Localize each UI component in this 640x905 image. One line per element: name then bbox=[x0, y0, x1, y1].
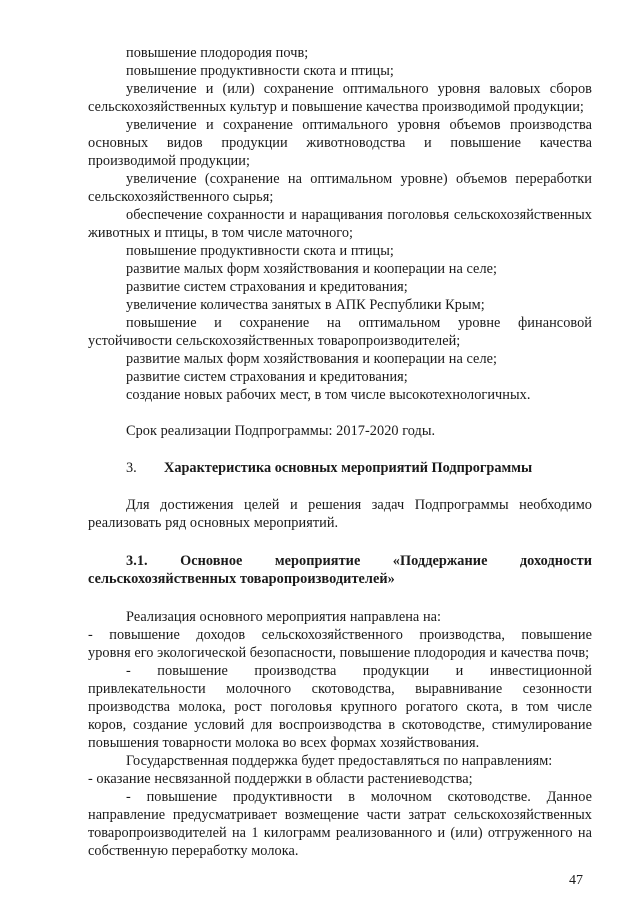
paragraph-line: - повышение доходов сельскохозяйственного производства, повышение bbox=[88, 627, 592, 643]
paragraph-line: повышения товарности молока во всех формах хозяйствования. bbox=[88, 735, 480, 751]
list-item: увеличение и сохранение оптимального уровня объемов производства bbox=[126, 117, 592, 133]
list-item: развитие систем страхования и кредитования; bbox=[126, 369, 408, 385]
list-item: повышение продуктивности скота и птицы; bbox=[126, 63, 394, 79]
list-item-continuation: сельскохозяйственных культур и повышение качества производимой продукции; bbox=[88, 99, 584, 115]
list-item: повышение плодородия почв; bbox=[126, 45, 309, 61]
list-item-continuation: производимой продукции; bbox=[88, 153, 250, 169]
paragraph-line: реализовать ряд основных мероприятий. bbox=[88, 515, 339, 531]
paragraph-line: привлекательности молочного скотоводства, выравнивание сезонности bbox=[88, 681, 592, 697]
list-item: создание новых рабочих мест, в том числе высокотехнологичных. bbox=[126, 387, 531, 403]
paragraph-line: - повышение продуктивности в молочном скотоводстве. Данное bbox=[126, 789, 592, 805]
page-number: 47 bbox=[569, 873, 583, 888]
list-item: обеспечение сохранности и наращивания поголовья сельскохозяйственных bbox=[126, 207, 592, 223]
paragraph-line: - повышение производства продукции и инвестиционной bbox=[126, 663, 592, 679]
list-item: развитие систем страхования и кредитования; bbox=[126, 279, 408, 295]
paragraph-line: товаропроизводителей на 1 килограмм реализованного и (или) отгруженного на bbox=[88, 825, 592, 841]
list-item-continuation: сельскохозяйственного сырья; bbox=[88, 189, 274, 205]
list-item: повышение и сохранение на оптимальном уровне финансовой bbox=[126, 315, 592, 331]
paragraph-line: Реализация основного мероприятия направлена на: bbox=[126, 609, 442, 625]
paragraph-line: уровня его экологической безопасности, повышение плодородия и качества почв; bbox=[88, 645, 590, 661]
list-item: увеличение (сохранение на оптимальном уровне) объемов переработки bbox=[126, 171, 592, 187]
list-item: развитие малых форм хозяйствования и кооперации на селе; bbox=[126, 261, 498, 277]
list-item-continuation: основных видов продукции животноводства и повышение качества bbox=[88, 135, 592, 151]
program-term: Срок реализации Подпрограммы: 2017-2020 годы. bbox=[126, 423, 436, 439]
list-item-continuation: устойчивости сельскохозяйственных товаропроизводителей; bbox=[88, 333, 461, 349]
paragraph-line: - оказание несвязанной поддержки в области растениеводства; bbox=[88, 771, 473, 787]
section-title: Характеристика основных мероприятий Подпрограммы bbox=[164, 460, 533, 476]
paragraph-line: Для достижения целей и решения задач Подпрограммы необходимо bbox=[126, 497, 592, 513]
paragraph-line: собственную переработку молока. bbox=[88, 843, 299, 859]
list-item-continuation: животных и птицы, в том числе маточного; bbox=[88, 225, 354, 241]
paragraph-line: коров, создание условий для воспроизводства в скотоводстве, стимулирование bbox=[88, 717, 592, 733]
list-item: повышение продуктивности скота и птицы; bbox=[126, 243, 394, 259]
paragraph-line: направление предусматривает возмещение части затрат сельскохозяйственных bbox=[88, 807, 592, 823]
paragraph-line: производства молока, рост поголовья крупного рогатого скота, в том числе bbox=[88, 699, 592, 715]
list-item: развитие малых форм хозяйствования и кооперации на селе; bbox=[126, 351, 498, 367]
list-item: увеличение количества занятых в АПК Республики Крым; bbox=[126, 297, 485, 313]
subsection-title-continuation: сельскохозяйственных товаропроизводителей» bbox=[88, 571, 395, 587]
section-number: 3. bbox=[126, 460, 137, 476]
subsection-title: 3.1. Основное мероприятие «Поддержание доходности bbox=[126, 553, 592, 569]
paragraph-line: Государственная поддержка будет предоставляться по направлениям: bbox=[126, 753, 553, 769]
list-item: увеличение и (или) сохранение оптимального уровня валовых сборов bbox=[126, 81, 592, 97]
